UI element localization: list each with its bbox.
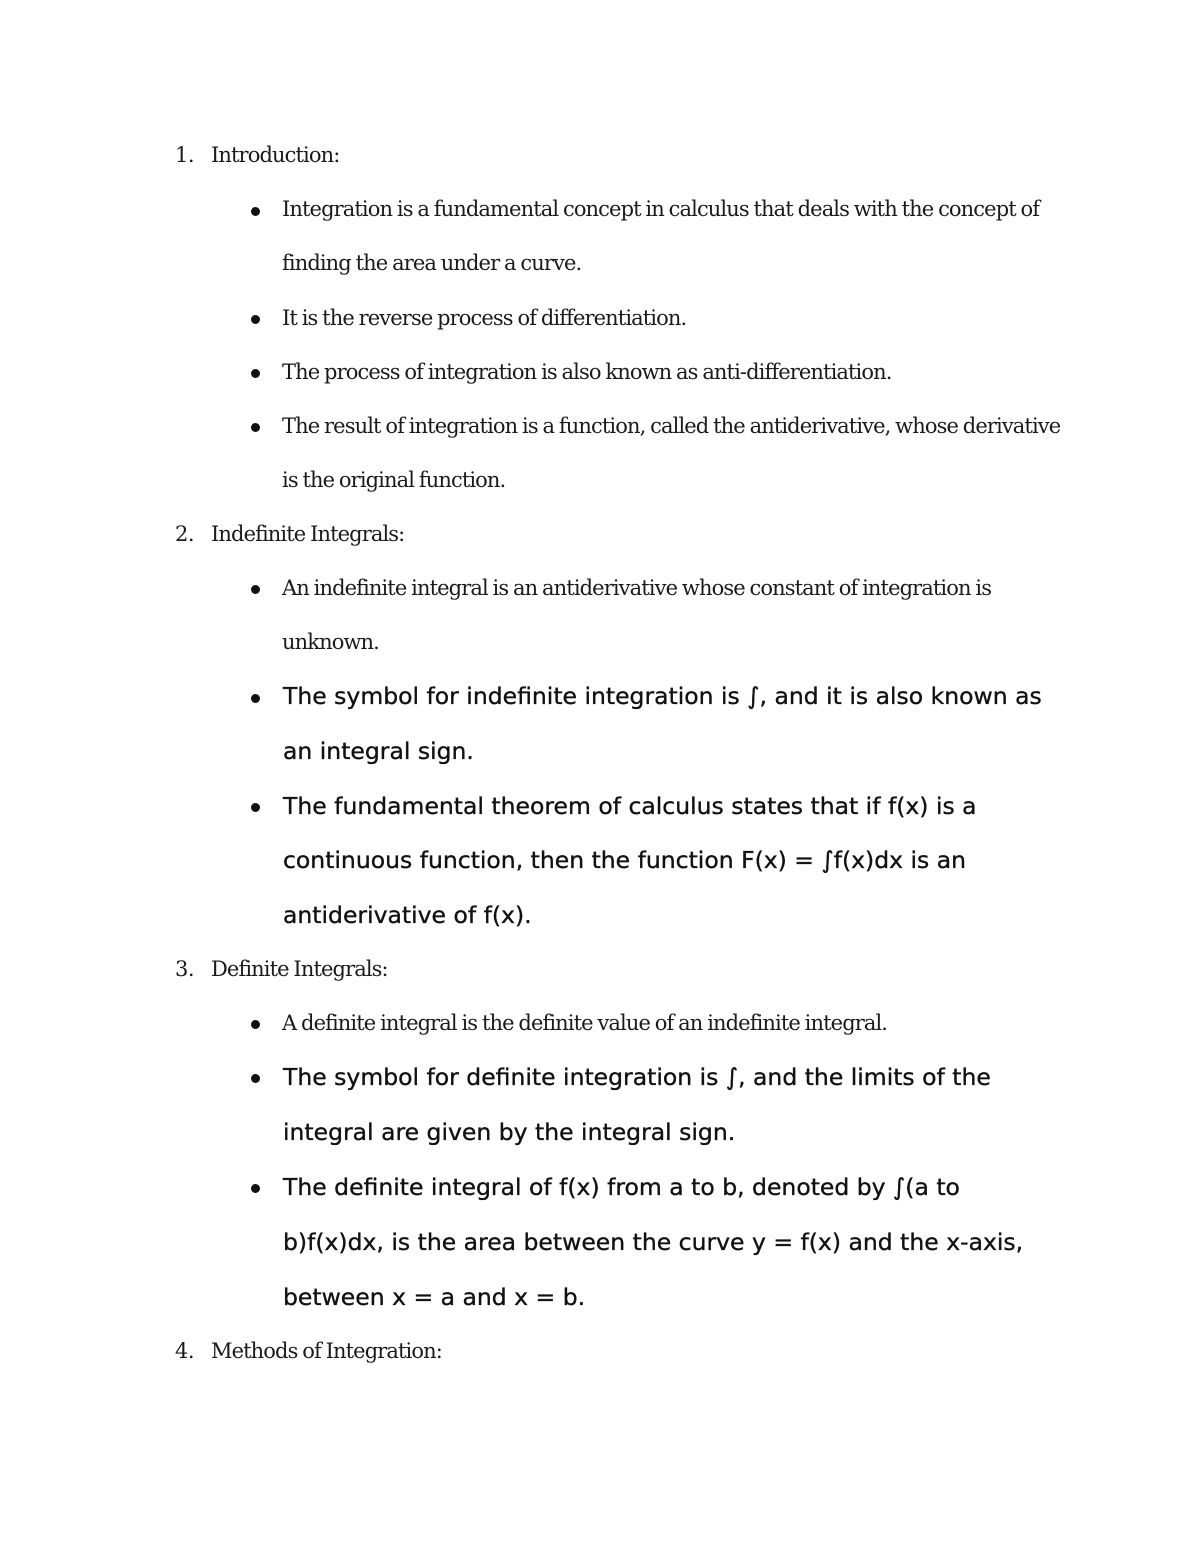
bullet-icon: [251, 369, 260, 378]
bullet-icon: [251, 423, 260, 432]
section-2-bullet-3-line-1: The fundamental theorem of calculus states that if f(x) is a: [283, 792, 977, 820]
section-1-bullet-4-line-2: is the original function.: [282, 468, 506, 492]
bullet-icon: [251, 207, 260, 216]
section-3-number: 3.: [175, 957, 195, 981]
section-3-bullet-2-line-1: The symbol for definite integration is ∫, and the limits of the: [283, 1063, 991, 1091]
section-3-heading: Definite Integrals:: [211, 957, 388, 981]
section-2-bullet-3-line-3: antiderivative of f(x).: [283, 901, 532, 929]
section-2-bullet-2-line-1: The symbol for indefinite integration is ∫, and it is also known as: [283, 682, 1042, 710]
section-2-bullet-2-line-2: an integral sign.: [283, 737, 474, 765]
section-1-heading: Introduction:: [211, 143, 340, 167]
section-4-heading: Methods of Integration:: [211, 1339, 442, 1363]
section-3-bullet-2-line-2: integral are given by the integral sign.: [283, 1118, 736, 1146]
section-1-bullet-3-line-1: The process of integration is also known as anti-differentiation.: [282, 360, 892, 384]
bullet-icon: [251, 1020, 260, 1029]
section-2-bullet-1-line-1: An indefinite integral is an antiderivative whose constant of integration is: [282, 576, 992, 600]
section-4-number: 4.: [175, 1339, 195, 1363]
section-2-bullet-1-line-2: unknown.: [282, 630, 379, 654]
bullet-icon: [251, 694, 260, 703]
section-1-bullet-2-line-1: It is the reverse process of differentiation.: [282, 306, 687, 330]
section-2-bullet-3-line-2: continuous function, then the function F(x) = ∫f(x)dx is an: [283, 846, 967, 874]
section-2-number: 2.: [175, 522, 195, 546]
bullet-icon: [251, 1184, 260, 1193]
section-1-bullet-1-line-2: finding the area under a curve.: [282, 251, 582, 275]
bullet-icon: [251, 803, 260, 812]
section-1-number: 1.: [175, 143, 195, 167]
bullet-icon: [251, 315, 260, 324]
section-1-bullet-4-line-1: The result of integration is a function, called the antiderivative, whose derivative: [282, 414, 1061, 438]
section-3-bullet-1-line-1: A definite integral is the definite value of an indefinite integral.: [282, 1011, 888, 1035]
section-3-bullet-3-line-1: The definite integral of f(x) from a to b, denoted by ∫(a to: [283, 1173, 960, 1201]
section-3-bullet-3-line-2: b)f(x)dx, is the area between the curve y = f(x) and the x-axis,: [283, 1228, 1024, 1256]
section-3-bullet-3-line-3: between x = a and x = b.: [283, 1283, 586, 1311]
bullet-icon: [251, 585, 260, 594]
section-1-bullet-1-line-1: Integration is a fundamental concept in calculus that deals with the concept of: [282, 197, 1040, 221]
section-2-heading: Indefinite Integrals:: [211, 522, 405, 546]
bullet-icon: [251, 1074, 260, 1083]
